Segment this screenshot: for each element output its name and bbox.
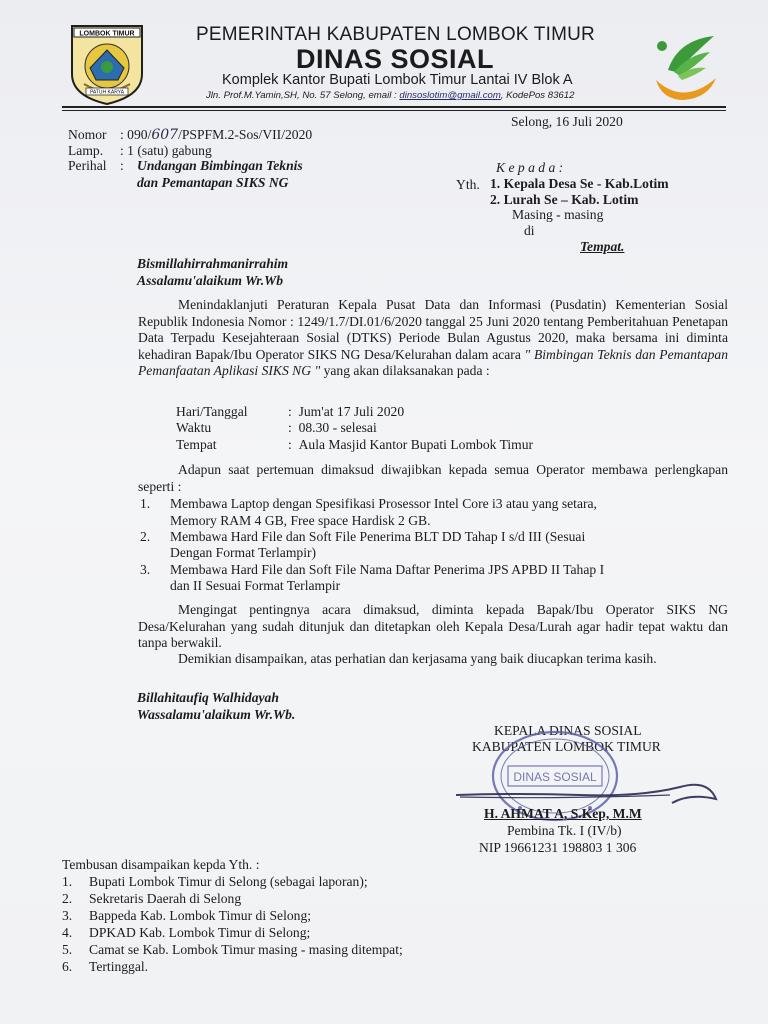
emblem-top-text: LOMBOK TIMUR [79,30,135,38]
cc-item-4: DPKAD Kab. Lombok Timur di Selong; [89,925,311,940]
item-1-line2: Memory RAM 4 GB, Free space Hardisk 2 GB. [170,513,431,528]
email-link[interactable]: dinsoslotim@gmail.com [399,90,501,101]
item-1-number: 1. [140,496,151,511]
paragraph-closing: Demikian disampaikan, atas perhatian dan kerjasama yang baik diucapkan terima kasih. [178,651,657,666]
event-place: Aula Masjid Kantor Bupati Lombok Timur [298,437,534,452]
item-3-line1: Membawa Hard File dan Soft File Nama Daftar Penerima JPS APBD II Tahap I [170,562,605,577]
opening-bismillah: Bismillahirrahmanirrahim [137,256,289,271]
signatory-title-1: KEPALA DINAS SOSIAL [494,723,642,738]
item-2-number: 2. [140,529,151,544]
cc-item-1: Bupati Lombok Timur di Selong (sebagai laporan); [89,874,368,889]
signatory-nip: NIP 19661231 198803 1 306 [479,840,637,855]
cc-item-2-number: 2. [62,891,73,906]
government-name: PEMERINTAH KABUPATEN LOMBOK TIMUR [196,24,595,45]
event-date: Jum'at 17 Juli 2020 [298,404,405,419]
closing-salam: Wassalamu'alaikum Wr.Wb. [137,707,296,722]
item-3-line2: dan II Sesuai Format Terlampir [170,578,341,593]
office-address: Komplek Kantor Bupati Lombok Timur Lantai IV Blok A [222,72,573,88]
nomor-suffix: /PSPFM.2-Sos/VII/2020 [178,127,313,142]
perihal-colon: : [120,158,124,173]
tempat-label: Tempat. [580,239,625,254]
paragraph-attendance: Mengingat pentingnya acara dimaksud, diminta kepada Bapak/Ibu Operator SIKS NG Desa/Kelurahan yang sudah ditunjuk dan ditetapkan oleh Kepala Desa/Lurah agar hadir tepat waktu dan tanpa berwakil. [138,602,728,650]
cc-heading: Tembusan disampaikan kepda Yth. : [62,857,260,872]
event-value-time: : 08.30 - selesai [288,420,377,435]
event-label-place: Tempat [176,437,217,452]
recipient-2: 2. Lurah Se – Kab. Lotim [490,192,639,207]
emblem-motto: PATUH KARYA [89,89,125,96]
closing-billahitaufiq: Billahitaufiq Walhidayah [137,690,279,705]
masing-masing: Masing - masing [512,207,604,222]
kepada-label: K e p a d a : [496,160,564,175]
lamp-value: : 1 (satu) gabung [120,143,212,158]
signatory-name: H. AHMAT A, S.Kep, M.M [484,806,642,821]
contact-line [206,90,574,101]
cc-item-5: Camat se Kab. Lombok Timur masing - masing ditempat; [89,942,403,957]
letterhead-rule-thin [62,110,726,111]
paragraph-requirements: Adapun saat pertemuan dimaksud diwajibkan kepada semua Operator membawa perlengkapan seperti : [138,462,728,494]
paragraph-intro-event: " Bimbingan Teknis dan Pemantapan Pemanfaatan Aplikasi SIKS NG " [138,346,728,378]
nomor-prefix: : 090/ [120,127,152,142]
signatory-rank: Pembina Tk. I (IV/b) [507,823,622,838]
event-label-date: Hari/Tanggal [176,404,248,419]
event-label-time: Waktu [176,420,212,435]
signatory-title-2: KABUPATEN LOMBOK TIMUR [472,739,661,754]
yth-label: Yth. [456,177,480,192]
cc-item-1-number: 1. [62,874,73,889]
paragraph-intro [138,297,728,380]
event-value-place: : Aula Masjid Kantor Bupati Lombok Timur [288,437,534,452]
cc-item-3: Bappeda Kab. Lombok Timur di Selong; [89,908,312,923]
cc-item-5-number: 5. [62,942,73,957]
event-value-date: : Jum'at 17 Juli 2020 [288,404,405,419]
item-2-line2: Dengan Format Terlampir) [170,545,317,560]
perihal-line2: dan Pemantapan SIKS NG [137,175,289,190]
contact-suffix: , KodePos 83612 [500,90,575,101]
place-date: Selong, 16 Juli 2020 [511,114,623,129]
cc-item-2: Sekretaris Daerah di Selong [89,891,242,906]
contact-prefix: Jln. Prof.M.Yamin,SH, No. 57 Selong, email : [206,90,400,101]
paragraph-intro-b: yang akan dilaksanakan pada : [320,363,490,378]
paragraph-intro-a: Menindaklanjuti Peraturan Kepala Pusat Data dan Informasi (Pusdatin) Kementerian Sosial Republik Indonesia Nomor : 1249/1.7/DI.01/6/2020 tanggal 25 Juni 2020 tentang Pemberitahuan Penetapan Data Terpadu Kesejahteraan Sosial (DTKS) Periode Bulan Agustus 2020, maka bersama ini diminta kehadiran Bapak/Ibu Operator SIKS NG Desa/Kelurahan dalam acara [138,297,728,362]
kemensos-leaf-logo [648,30,720,104]
nomor-value [120,127,312,143]
cc-item-3-number: 3. [62,908,73,923]
perihal-label: Perihal [68,158,107,173]
perihal-line1: Undangan Bimbingan Teknis [137,158,303,173]
recipient-1: 1. Kepala Desa Se - Kab.Lotim [490,176,669,191]
department-name: DINAS SOSIAL [296,44,495,74]
event-time: 08.30 - selesai [298,420,377,435]
item-1-line1: Membawa Laptop dengan Spesifikasi Prosessor Intel Core i3 atau yang setara, [170,496,597,511]
nomor-label: Nomor [68,127,107,142]
lombok-timur-emblem-logo [68,22,146,106]
cc-item-6: Tertinggal. [89,959,149,974]
nomor-handwritten: 607 [151,127,179,143]
di-label: di [524,223,535,238]
opening-salam: Assalamu'alaikum Wr.Wb [137,273,284,288]
item-3-number: 3. [140,562,151,577]
letterhead-rule-thick [62,106,726,108]
item-2-line1: Membawa Hard File dan Soft File Penerima BLT DD Tahap I s/d III (Sesuai [170,529,586,544]
lamp-label: Lamp. [68,143,104,158]
stamp-text: DINAS SOSIAL [513,770,597,784]
cc-item-4-number: 4. [62,925,73,940]
cc-item-6-number: 6. [62,959,73,974]
